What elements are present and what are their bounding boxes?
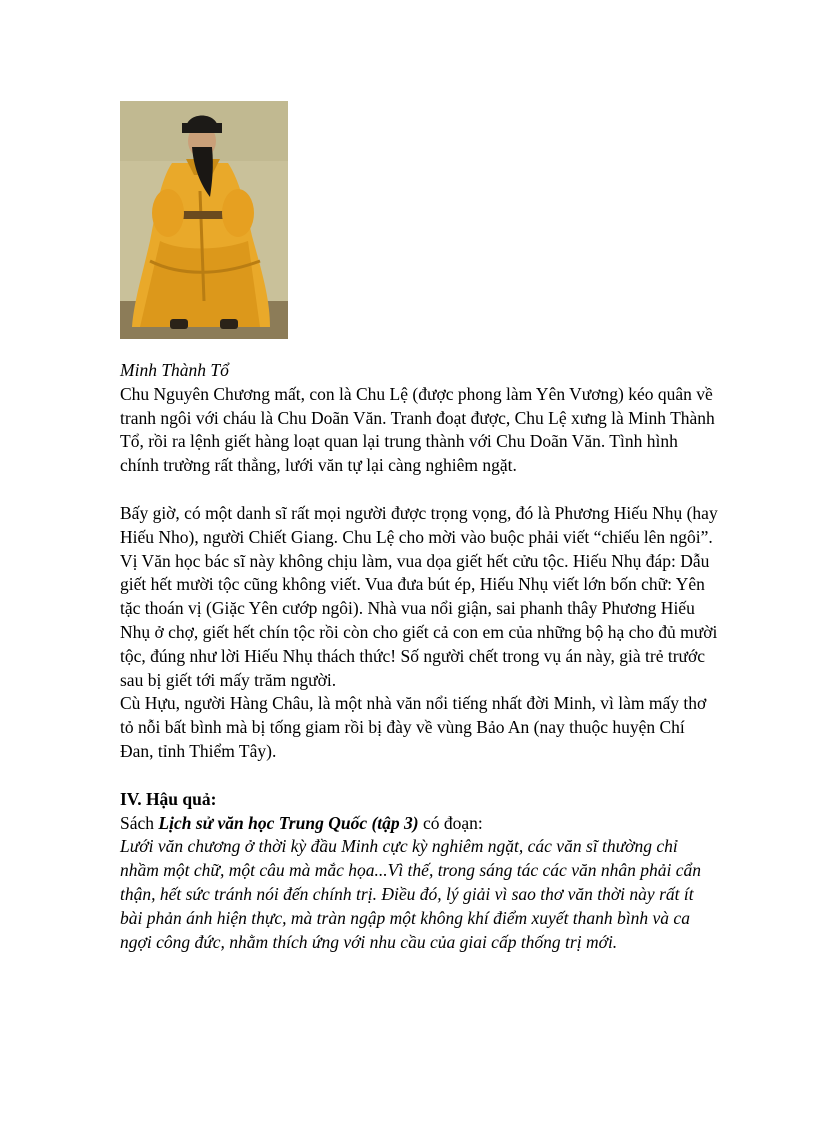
emperor-portrait-illustration xyxy=(120,101,288,339)
source-prefix: Sách xyxy=(120,812,159,833)
section-heading: IV. Hậu quả: xyxy=(120,788,217,809)
document-body xyxy=(120,359,720,954)
source-suffix: có đoạn: xyxy=(418,812,483,833)
paragraph-spacer xyxy=(120,764,720,788)
paragraph-1: Chu Nguyên Chương mất, con là Chu Lệ (được phong làm Yên Vương) kéo quân về tranh ngôi với cháu là Chu Doãn Văn. Tranh đoạt được, Chu Lệ xưng là Minh Thành Tổ, rồi ra lệnh giết hàng loạt quan lại trung thành với Chu Doãn Văn. Tình hình chính trường rất thẳng, lưới văn tự lại càng nghiêm ngặt. xyxy=(120,383,715,476)
portrait-image xyxy=(120,101,288,339)
quoted-passage: Lưới văn chương ở thời kỳ đầu Minh cực kỳ nghiêm ngặt, các văn sĩ thường chỉ nhầm một chữ, một câu mà mắc họa...Vì thế, trong sáng tác các văn nhân phải cẩn thận, hết sức tránh nói đến chính trị. Điều đó, lý giải vì sao thơ văn thời này rất ít bài phản ánh hiện thực, mà tràn ngập một không khí điểm xuyết thanh bình và ca ngợi công đức, nhằm thích ứng với nhu cầu của giai cấp thống trị mới. xyxy=(120,836,701,952)
book-title: Lịch sử văn học Trung Quốc (tập 3) xyxy=(158,812,419,833)
paragraph-2: Bấy giờ, có một danh sĩ rất mọi người được trọng vọng, đó là Phương Hiếu Nhụ (hay Hiếu Nho), người Chiết Giang. Chu Lệ cho mời vào buộc phải viết “chiếu lên ngôi”. Vị Văn học bác sĩ này không chịu làm, vua dọa giết hết cửu tộc. Hiếu Nhụ đáp: Dẫu giết hết mười tộc cũng không viết. Vua đưa bút ép, Hiếu Nhụ viết lớn bốn chữ: Yên tặc thoán vị (Giặc Yên cướp ngôi). Nhà vua nổi giận, sai phanh thây Phương Hiếu Nhụ ở chợ, giết hết chín tộc rồi còn cho giết cả con em của những bộ hạ cho đủ mười tộc, đúng như lời Hiếu Nhụ thách thức! Số người chết trong vụ án này, già trẻ trước sau bị giết tới mấy trăm người. xyxy=(120,502,718,690)
image-caption: Minh Thành Tổ xyxy=(120,360,229,380)
source-line xyxy=(120,812,720,836)
paragraph-spacer xyxy=(120,478,720,502)
paragraph-3: Cù Hựu, người Hàng Châu, là một nhà văn nổi tiếng nhất đời Minh, vì làm mấy thơ tỏ nỗi bất bình mà bị tống giam rồi bị đày về vùng Bảo An (nay thuộc huyện Chí Đan, tỉnh Thiểm Tây). xyxy=(120,693,707,761)
